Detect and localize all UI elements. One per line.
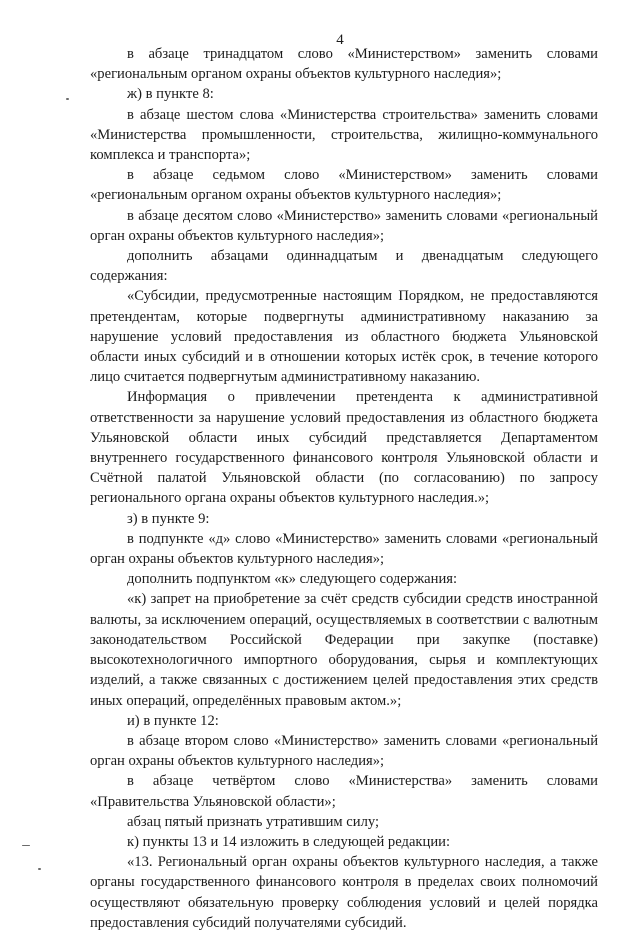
- paragraph: в подпункте «д» слово «Министерство» заменить словами «региональный орган охраны объектов культурного наследия»;: [90, 530, 598, 568]
- scan-speck: [66, 98, 69, 100]
- paragraph: «к) запрет на приобретение за счёт средств субсидии средств иностранной валюты, за исключением операций, осуществляемых в соответствии с валютным законодательством Российской Федерации при закупке (поставке) высокотехнологичного импортного оборудования, сырья и комплектующих изделий, а также связанных с достижением целей предоставления этих средств иных операций, определённых правовым актом.»;: [90, 591, 598, 709]
- scan-speck: [22, 845, 30, 846]
- paragraph: в абзаце шестом слова «Министерства строительства» заменить словами «Министерства промышленности, строительства, жилищно-коммунального комплекса и транспорта»;: [90, 106, 598, 164]
- paragraph: дополнить абзацами одиннадцатым и двенадцатым следующего содержания:: [90, 248, 598, 285]
- paragraph: Информация о привлечении претендента к административной ответственности за нарушение условий предоставления из областного бюджета Ульяновской области иных субсидий представляется Департаментом внутреннего государственного финансового контроля Ульяновской области и Счётной палатой Ульяновской области (по согласованию) по запросу регионального органа охраны объектов культурного наследия.»;: [90, 389, 598, 507]
- paragraph: дополнить подпунктом «к» следующего содержания:: [127, 571, 458, 588]
- paragraph: к) пункты 13 и 14 изложить в следующей редакции:: [127, 833, 450, 850]
- paragraph: абзац пятый признать утратившим силу;: [127, 813, 380, 830]
- paragraph: в абзаце седьмом слово «Министерством» заменить словами «региональным органом охраны объектов культурного наследия»;: [90, 167, 598, 204]
- paragraph: «Субсидии, предусмотренные настоящим Порядком, не предоставляются претендентам, которые подвергнуты административному наказанию за нарушение условий предоставления из областного бюджета Ульяновской области иных субсидий и в отношении которых истёк срок, в течение которого лицо считается подвергнутым административному наказанию.: [90, 288, 598, 386]
- page-number: 4: [336, 32, 344, 48]
- paragraph: ж) в пункте 8:: [127, 86, 214, 103]
- paragraph: в абзаце десятом слово «Министерство» заменить словами «региональный орган охраны объектов культурного наследия»;: [90, 207, 598, 244]
- paragraph: в абзаце тринадцатом слово «Министерством» заменить словами «региональным органом охраны объектов культурного наследия»;: [90, 46, 598, 83]
- paragraph: з) в пункте 9:: [127, 510, 210, 527]
- paragraph: в абзаце четвёртом слово «Министерства» заменить словами «Правительства Ульяновской области»;: [90, 773, 598, 810]
- scan-speck: [38, 868, 41, 870]
- document-body: [90, 44, 598, 933]
- paragraph: и) в пункте 12:: [127, 712, 219, 729]
- paragraph: в абзаце втором слово «Министерство» заменить словами «региональный орган охраны объектов культурного наследия»;: [90, 732, 598, 770]
- paragraph: «13. Региональный орган охраны объектов культурного наследия, а также органы государственного финансового контроля в пределах своих полномочий осуществляют обязательную проверку соблюдения условий и целей порядка предоставления субсидий получателями субсидий.: [90, 854, 598, 931]
